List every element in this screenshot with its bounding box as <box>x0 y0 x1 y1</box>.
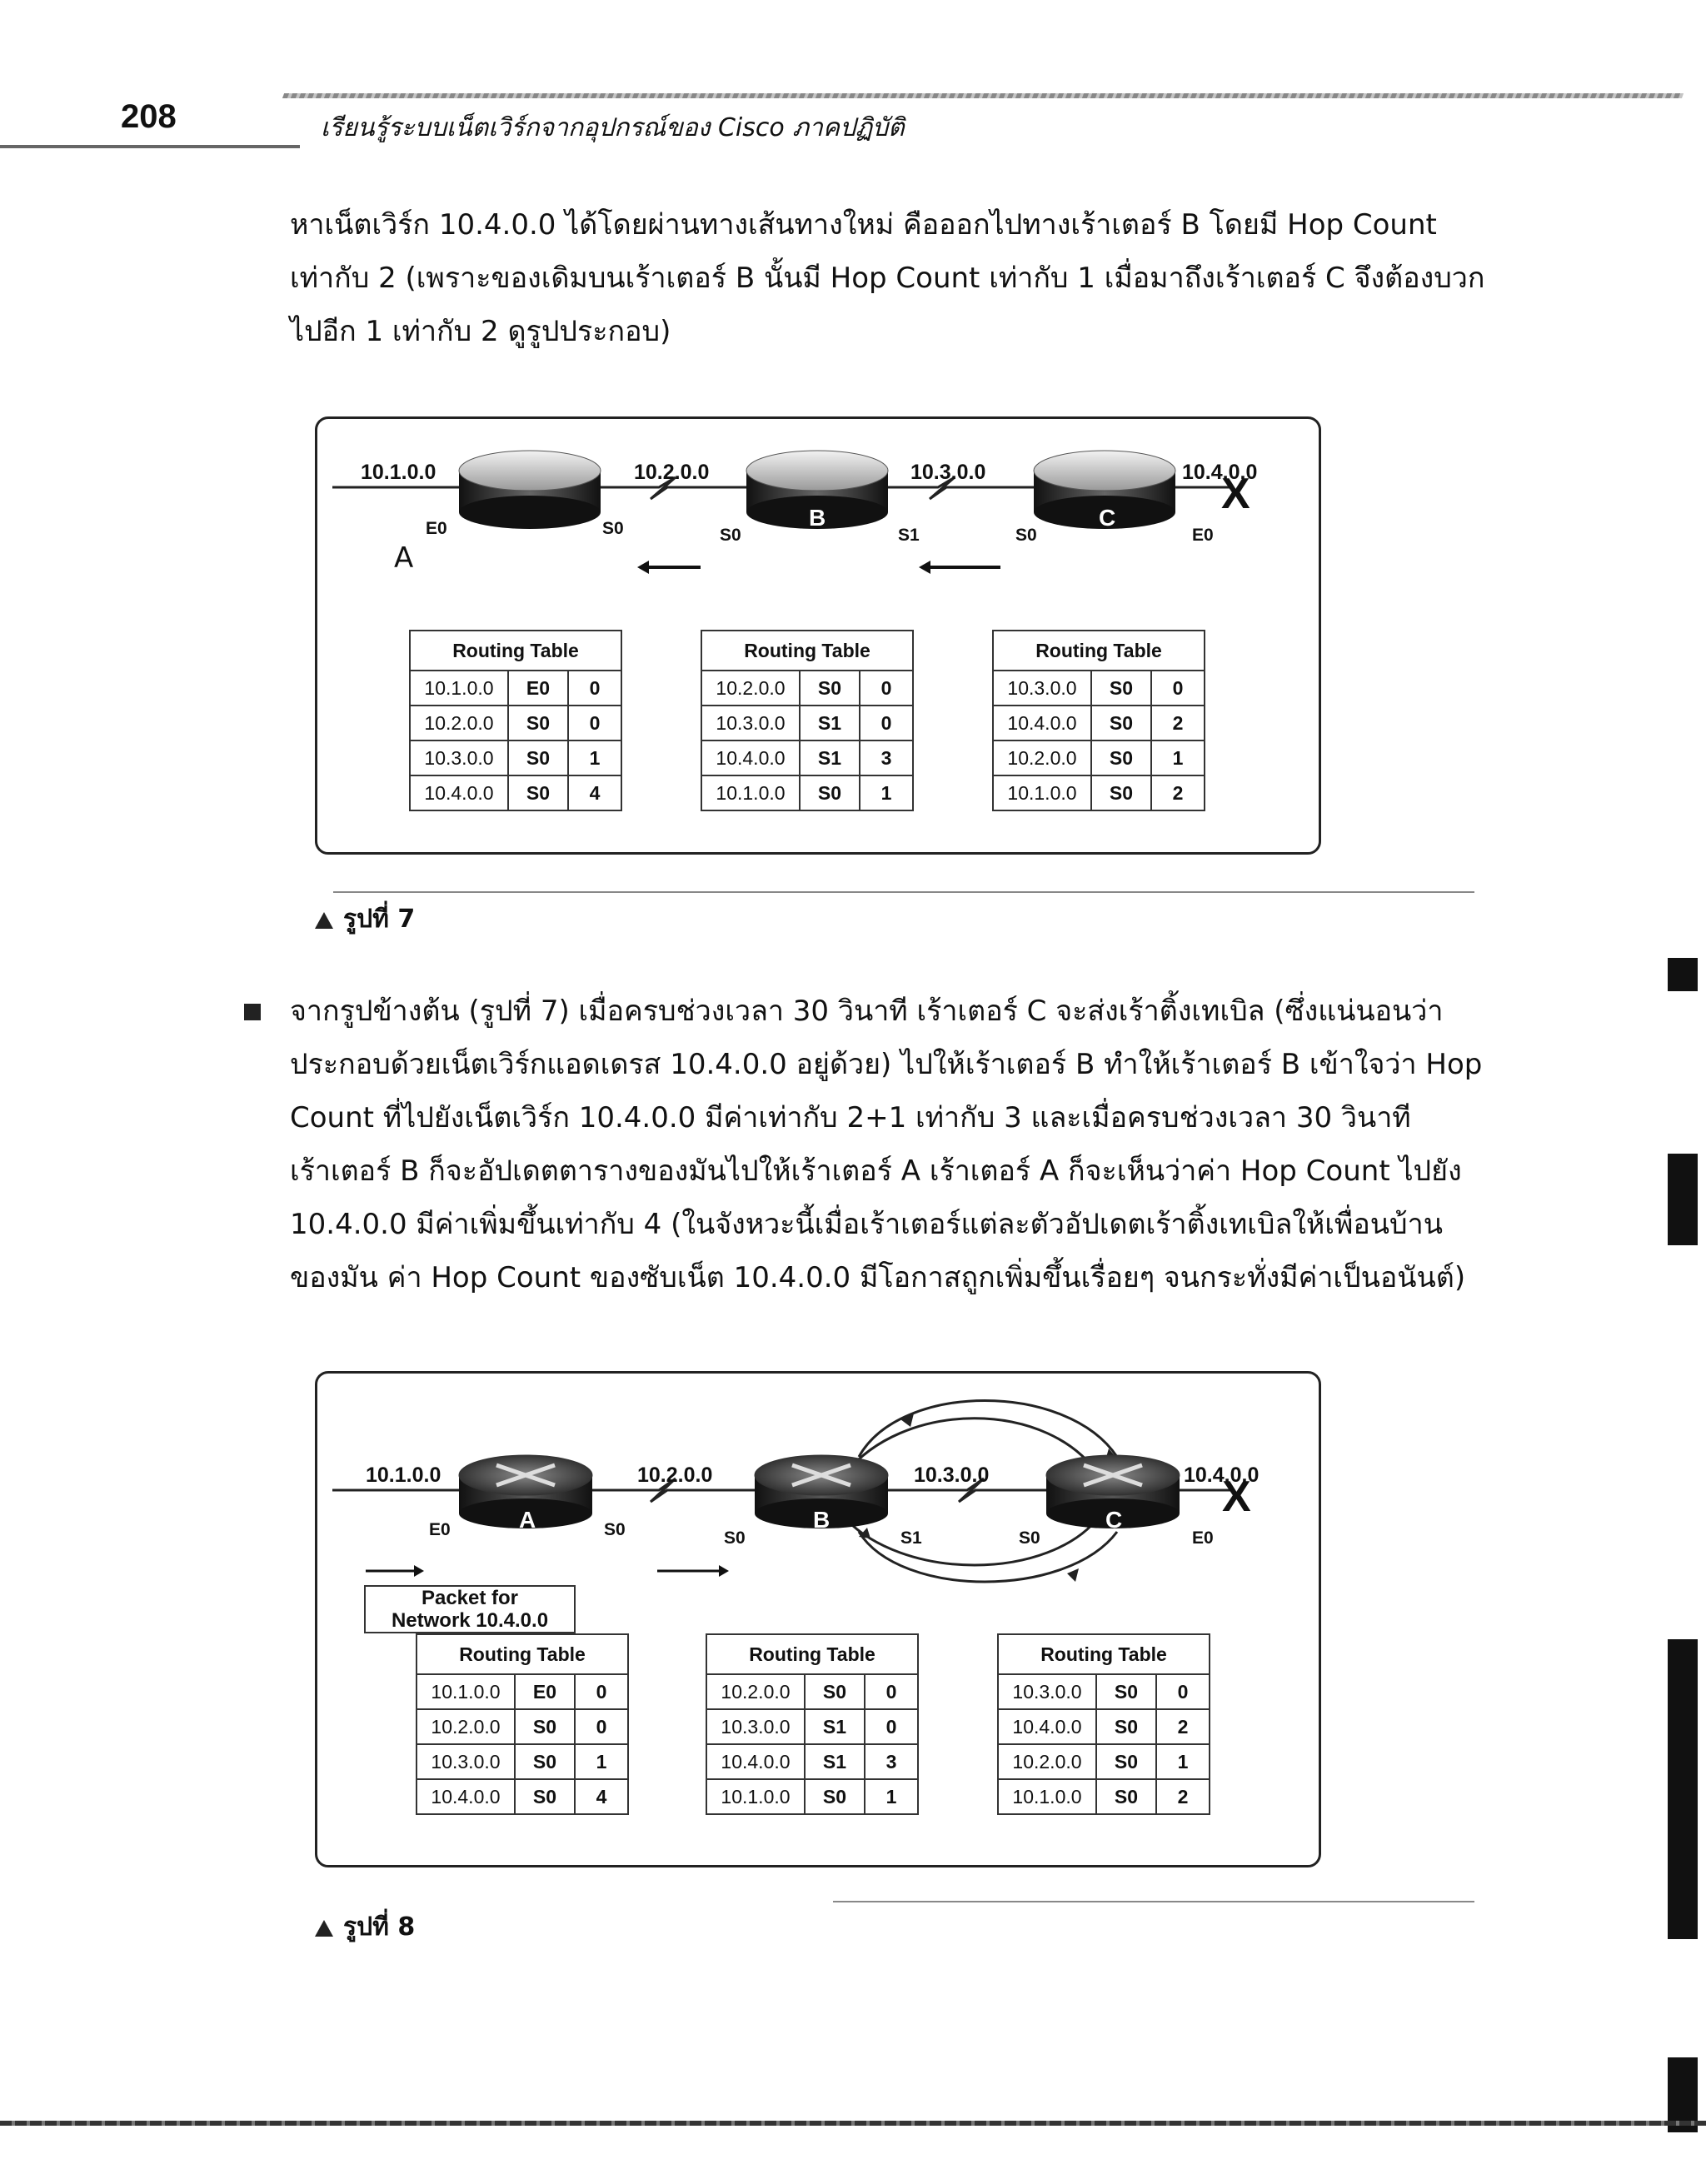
routing-table-title: Routing Table <box>998 1634 1210 1674</box>
table-cell: S0 <box>515 1744 575 1779</box>
table-cell: 10.4.0.0 <box>998 1709 1096 1744</box>
router-label: B <box>813 1507 831 1533</box>
table-cell: 10.3.0.0 <box>410 740 508 775</box>
interface-label: S0 <box>1015 526 1037 545</box>
table-cell: 0 <box>568 706 621 740</box>
table-cell: S0 <box>515 1709 575 1744</box>
router-label: A <box>394 541 414 575</box>
router-label: C <box>1099 505 1116 531</box>
table-cell: 10.1.0.0 <box>410 671 508 706</box>
table-cell: S0 <box>1091 740 1151 775</box>
table-cell: S0 <box>515 1779 575 1814</box>
network-label: 10.2.0.0 <box>634 461 710 484</box>
update-arrow <box>919 561 1000 574</box>
packet-label-line: Network 10.4.0.0 <box>391 1609 549 1632</box>
table-cell: S0 <box>1096 1779 1156 1814</box>
caption-text: รูปที่ 8 <box>343 1912 416 1942</box>
table-row <box>701 671 913 706</box>
table-cell: 1 <box>865 1779 918 1814</box>
table-cell: 10.1.0.0 <box>998 1779 1096 1814</box>
packet-arrow <box>366 1565 424 1577</box>
interface-label: S0 <box>724 1528 746 1548</box>
table-cell: S0 <box>1091 775 1151 810</box>
table-cell: 10.2.0.0 <box>993 740 1091 775</box>
table-row <box>417 1744 628 1779</box>
table-cell: 0 <box>575 1709 628 1744</box>
table-row <box>993 775 1205 810</box>
network-label: 10.3.0.0 <box>914 1463 990 1487</box>
figure-8-caption <box>315 1907 415 1947</box>
table-cell: S0 <box>1091 671 1151 706</box>
table-cell: 10.1.0.0 <box>417 1674 515 1709</box>
table-row <box>701 706 913 740</box>
table-cell: 10.2.0.0 <box>701 671 800 706</box>
table-row <box>701 775 913 810</box>
caption-rule <box>333 891 1474 893</box>
paragraph-1 <box>290 198 1485 358</box>
table-cell: 3 <box>860 740 913 775</box>
bullet-icon <box>244 1004 261 1020</box>
table-cell: S0 <box>800 671 860 706</box>
paragraph-line: 10.4.0.0 มีค่าเพิ่มขึ้นเท่ากับ 4 (ในจังหวะนี้เมื่อเร้าเตอร์แต่ละตัวอัปเดตเร้าติ้งเทเบิลให้เพื่อนบ้าน <box>290 1208 1443 1241</box>
table-cell: 10.2.0.0 <box>998 1744 1096 1779</box>
routing-table-title: Routing Table <box>706 1634 918 1674</box>
table-row <box>410 671 621 706</box>
table-cell: 10.3.0.0 <box>706 1709 805 1744</box>
table-cell: 0 <box>575 1674 628 1709</box>
table-cell: S0 <box>508 740 568 775</box>
table-cell: 10.1.0.0 <box>706 1779 805 1814</box>
failure-mark: X <box>1222 1473 1251 1521</box>
interface-label: S0 <box>604 1520 626 1539</box>
table-cell: 0 <box>865 1674 918 1709</box>
thumb-index-mark <box>1668 958 1698 991</box>
interface-label: S0 <box>602 519 624 538</box>
table-cell: 10.2.0.0 <box>417 1709 515 1744</box>
table-cell: S0 <box>508 706 568 740</box>
packet-label-box <box>364 1585 576 1633</box>
footer-rule <box>0 2121 1706 2126</box>
table-cell: 0 <box>860 706 913 740</box>
table-cell: S0 <box>1096 1674 1156 1709</box>
thumb-index-mark <box>1668 1154 1698 1245</box>
table-row <box>998 1779 1210 1814</box>
routing-table-title: Routing Table <box>701 631 913 671</box>
table-cell: S1 <box>800 706 860 740</box>
interface-label: S0 <box>1019 1528 1040 1548</box>
router-label: C <box>1105 1507 1123 1533</box>
table-cell: 10.3.0.0 <box>998 1674 1096 1709</box>
table-row <box>410 775 621 810</box>
interface-label: E0 <box>1192 526 1214 545</box>
thumb-index-mark <box>1668 1639 1698 1939</box>
paragraph-2 <box>290 985 1481 1304</box>
table-row <box>993 706 1205 740</box>
router-a <box>459 451 601 529</box>
table-cell: E0 <box>508 671 568 706</box>
table-cell: S1 <box>805 1744 865 1779</box>
routing-table-title: Routing Table <box>410 631 621 671</box>
table-row <box>410 740 621 775</box>
router-label: B <box>809 505 826 531</box>
table-cell: 10.4.0.0 <box>417 1779 515 1814</box>
routing-table-c <box>997 1633 1210 1815</box>
table-row <box>417 1674 628 1709</box>
table-row <box>417 1779 628 1814</box>
routing-table-c <box>992 630 1205 811</box>
caption-rule <box>833 1901 1474 1902</box>
table-cell: S1 <box>800 740 860 775</box>
figure-8 <box>315 1371 1321 1867</box>
network-label: 10.4.0.0 <box>1184 1463 1260 1487</box>
table-cell: E0 <box>515 1674 575 1709</box>
network-label: 10.1.0.0 <box>366 1463 441 1487</box>
table-cell: 1 <box>860 775 913 810</box>
table-cell: 0 <box>568 671 621 706</box>
paragraph-line: หาเน็ตเวิร์ก 10.4.0.0 ได้โดยผ่านทางเส้นทางใหม่ คือออกไปทางเร้าเตอร์ B โดยมี Hop Count <box>290 208 1437 242</box>
table-cell: 4 <box>568 775 621 810</box>
router-label: A <box>519 1507 536 1533</box>
interface-label: E0 <box>1192 1528 1214 1548</box>
paragraph-line: เท่ากับ 2 (เพราะของเดิมบนเร้าเตอร์ B นั้นมี Hop Count เท่ากับ 1 เมื่อมาถึงเร้าเตอร์ C จึงต้องบวก <box>290 262 1485 295</box>
header-rule <box>0 145 300 148</box>
triangle-icon <box>315 1920 333 1937</box>
packet-label-line: Packet for <box>421 1587 519 1609</box>
network-label: 10.3.0.0 <box>910 461 986 484</box>
table-cell: 1 <box>568 740 621 775</box>
table-cell: S0 <box>800 775 860 810</box>
caption-text: รูปที่ 7 <box>343 905 416 934</box>
table-cell: S1 <box>805 1709 865 1744</box>
interface-label: S1 <box>900 1528 922 1548</box>
table-row <box>706 1744 918 1779</box>
table-cell: 10.3.0.0 <box>417 1744 515 1779</box>
table-cell: 1 <box>1151 740 1205 775</box>
routing-table-a <box>409 630 622 811</box>
table-row <box>998 1744 1210 1779</box>
table-cell: 2 <box>1151 775 1205 810</box>
interface-label: S0 <box>720 526 741 545</box>
table-row <box>993 671 1205 706</box>
page-number: 208 <box>121 98 177 135</box>
paragraph-line: ประกอบด้วยเน็ตเวิร์กแอดเดรส 10.4.0.0 อยู่ด้วย) ไปให้เร้าเตอร์ B ทำให้เร้าเตอร์ B เข้าใจว่า Hop <box>290 1048 1483 1081</box>
table-row <box>706 1709 918 1744</box>
table-row <box>706 1779 918 1814</box>
routing-table-title: Routing Table <box>417 1634 628 1674</box>
table-cell: S0 <box>508 775 568 810</box>
update-arrow <box>637 561 701 574</box>
table-row <box>706 1674 918 1709</box>
packet-arrow <box>657 1565 729 1577</box>
table-cell: 2 <box>1156 1779 1210 1814</box>
network-label: 10.1.0.0 <box>361 461 436 484</box>
table-row <box>993 740 1205 775</box>
paragraph-line: จากรูปข้างต้น (รูปที่ 7) เมื่อครบช่วงเวลา 30 วินาที เร้าเตอร์ C จะส่งเร้าติ้งเทเบิล (ซึ่งแน่นอนว่า <box>290 995 1444 1028</box>
table-cell: 0 <box>865 1709 918 1744</box>
table-cell: 1 <box>1156 1744 1210 1779</box>
table-cell: 0 <box>860 671 913 706</box>
table-row <box>701 740 913 775</box>
table-cell: 10.1.0.0 <box>701 775 800 810</box>
figure-7 <box>315 416 1321 855</box>
table-cell: S0 <box>1091 706 1151 740</box>
table-cell: S0 <box>1096 1709 1156 1744</box>
table-row <box>417 1709 628 1744</box>
table-cell: 10.2.0.0 <box>706 1674 805 1709</box>
triangle-icon <box>315 912 333 929</box>
table-cell: S0 <box>805 1674 865 1709</box>
interface-label: E0 <box>426 519 447 538</box>
loop-arrowhead <box>1067 1568 1079 1582</box>
table-cell: 10.1.0.0 <box>993 775 1091 810</box>
table-cell: 10.4.0.0 <box>706 1744 805 1779</box>
table-cell: 0 <box>1156 1674 1210 1709</box>
interface-label: E0 <box>429 1520 451 1539</box>
figure-7-caption <box>315 900 415 939</box>
routing-table-b <box>706 1633 919 1815</box>
routing-table-b <box>701 630 914 811</box>
paragraph-line: ไปอีก 1 เท่ากับ 2 ดูรูปประกอบ) <box>290 315 671 348</box>
table-row <box>998 1674 1210 1709</box>
network-label: 10.4.0.0 <box>1182 461 1258 484</box>
table-cell: 2 <box>1156 1709 1210 1744</box>
paragraph-line: ของมัน ค่า Hop Count ของซับเน็ต 10.4.0.0 มีโอกาสถูกเพิ่มขึ้นเรื่อยๆ จนกระทั่งมีค่าเป็นอนันต์) <box>290 1261 1466 1294</box>
interface-label: S1 <box>898 526 920 545</box>
table-cell: 0 <box>1151 671 1205 706</box>
table-cell: S0 <box>805 1779 865 1814</box>
table-cell: S0 <box>1096 1744 1156 1779</box>
table-row <box>998 1709 1210 1744</box>
routing-table-title: Routing Table <box>993 631 1205 671</box>
header-decoration <box>282 93 1684 98</box>
network-label: 10.2.0.0 <box>637 1463 713 1487</box>
paragraph-line: Count ที่ไปยังเน็ตเวิร์ก 10.4.0.0 มีค่าเท่ากับ 2+1 เท่ากับ 3 และเมื่อครบช่วงเวลา 30 วินาที <box>290 1101 1411 1134</box>
paragraph-line: เร้าเตอร์ B ก็จะอัปเดตตารางของมันไปให้เร้าเตอร์ A เร้าเตอร์ A ก็จะเห็นว่าค่า Hop Count ไปยัง <box>290 1154 1462 1188</box>
failure-mark: X <box>1221 470 1250 518</box>
table-cell: 10.4.0.0 <box>410 775 508 810</box>
table-cell: 3 <box>865 1744 918 1779</box>
running-head: เรียนรู้ระบบเน็ตเวิร์กจากอุปกรณ์ของ Cisco ภาคปฏิบัติ <box>321 113 905 142</box>
table-cell: 1 <box>575 1744 628 1779</box>
table-cell: 10.2.0.0 <box>410 706 508 740</box>
table-cell: 10.3.0.0 <box>701 706 800 740</box>
table-cell: 10.3.0.0 <box>993 671 1091 706</box>
routing-table-a <box>416 1633 629 1815</box>
table-row <box>410 706 621 740</box>
table-cell: 10.4.0.0 <box>993 706 1091 740</box>
table-cell: 2 <box>1151 706 1205 740</box>
table-cell: 4 <box>575 1779 628 1814</box>
table-cell: 10.4.0.0 <box>701 740 800 775</box>
